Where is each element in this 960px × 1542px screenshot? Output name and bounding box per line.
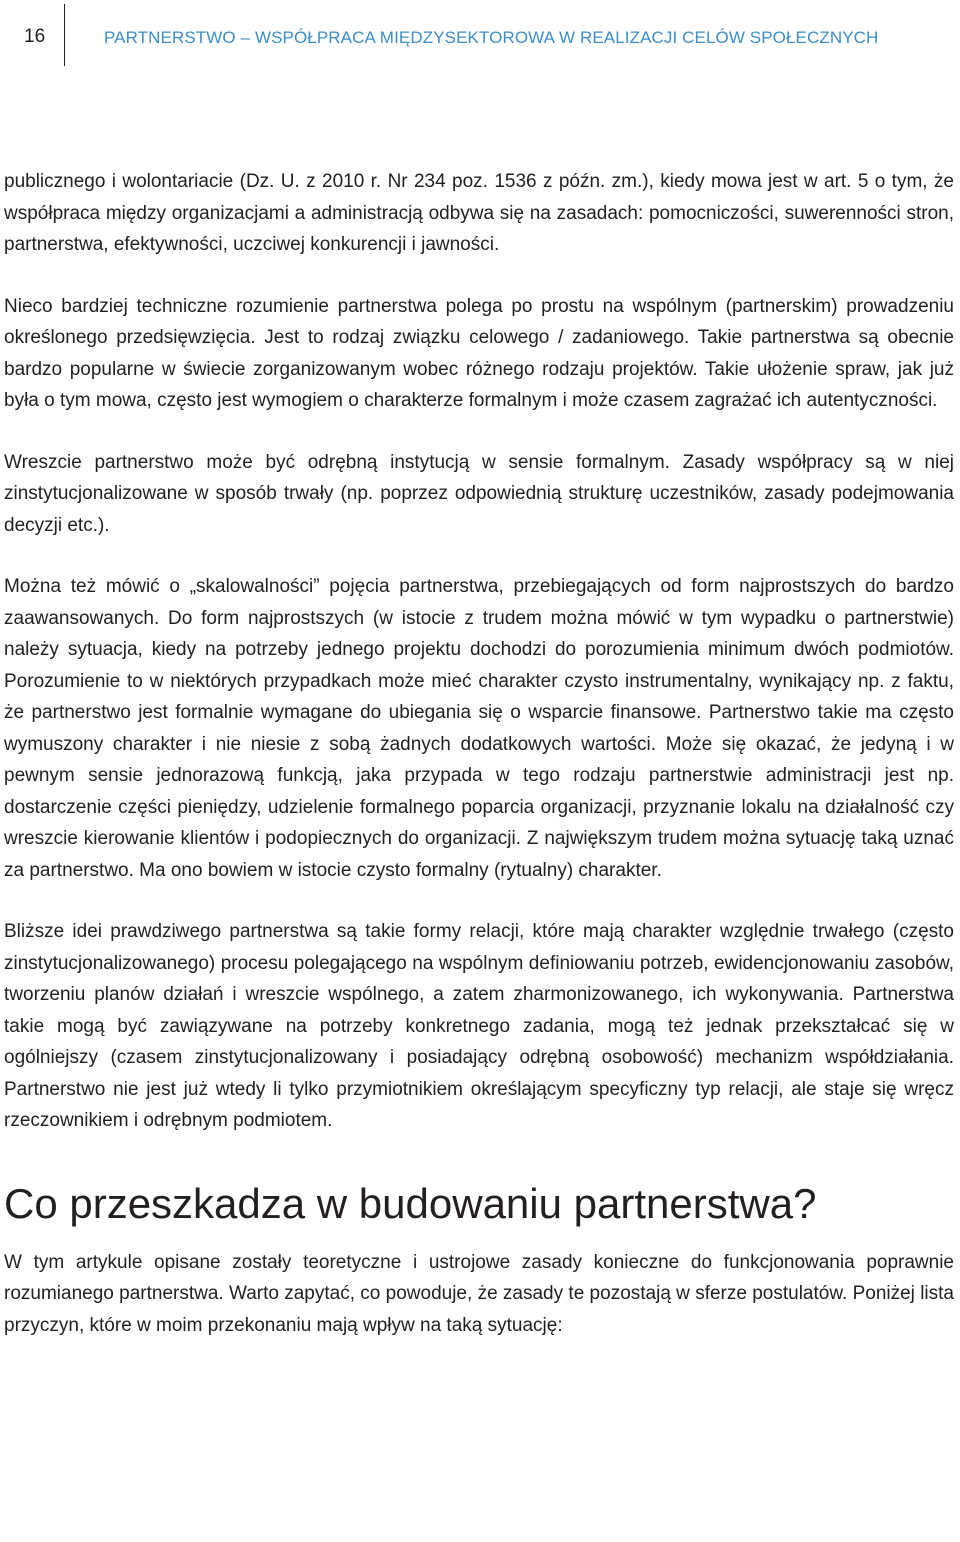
section-heading: Co przeszkadza w budowaniu partnerstwa? — [4, 1179, 817, 1227]
page-number: 16 — [24, 26, 46, 47]
paragraph-1: publicznego i wolontariacie (Dz. U. z 2010 r. Nr 234 poz. 1536 z późn. zm.), kiedy mowa jest w art. 5 o tym, że współpraca między organizacjami a administracją odbywa się na zasadach: pomocniczości, suwerenności stron, partnerstwa, efektywności, uczciwej konkurencji i jawności. — [4, 171, 954, 255]
paragraph-6: W tym artykule opisane zostały teoretyczne i ustrojowe zasady konieczne do funkcjonowania poprawnie rozumianego partnerstwa. Warto zapytać, co powoduje, że zasady te pozostają w sferze postulatów. Poniżej lista przyczyn, które w moim przekonaniu mają wpływ na taką sytuację: — [4, 1251, 954, 1336]
paragraph-2: Nieco bardziej techniczne rozumienie partnerstwa polega po prostu na wspólnym (partnerskim) prowadzeniu określonego przedsięwzięcia. Jest to rodzaj związku celowego / zadaniowego. Takie partnerstwa są obecnie bardzo popularne w świecie zorganizowanym wobec różnego rodzaju projektów. Takie ułożenie spraw, jak już była o tym mowa, często jest wymogiem o charakterze formalnym i może czasem zagrażać ich autentyczności. — [4, 295, 954, 411]
running-title: PARTNERSTWO – WSPÓŁPRACA MIĘDZYSEKTOROWA W REALIZACJI CELÓW SPOŁECZNYCH — [104, 28, 879, 47]
paragraph-5: Bliższe idei prawdziwego partnerstwa są takie formy relacji, które mają charakter względnie trwałego (często zinstytucjonalizowanego) procesu polegającego na wspólnym definiowaniu potrzeb, ewidencjonowaniu zasobów, tworzeniu planów działań i wreszcie wspólnego, a zatem zharmonizowanego, ich wykonywania. Partnerstwa takie mogą być zawiązywane na potrzeby konkretnego zadania, mogą też jednak przekształcać się w ogólniejszy (czasem zinstytucjonalizowany i posiadający odrębną osobowość) mechanizm współdziałania. Partnerstwo nie jest już wtedy li tylko przymiotnikiem określającym specyficzny typ relacji, ale staje się wręcz rzeczownikiem i odrębnym podmiotem. — [4, 921, 954, 1131]
page-header — [0, 0, 960, 70]
header-divider — [64, 4, 65, 66]
article-body — [4, 166, 954, 1341]
paragraph-4: Można też mówić o „skalowalności” pojęcia partnerstwa, przebiegających od form najprostszych do bardzo zaawansowanych. Do form najprostszych (w istocie z trudem można mówić w tym wypadku o partnerstwie) należy sytuacja, kiedy na potrzeby jednego projektu dochodzi do porozumienia minimum dwóch podmiotów. Porozumienie to w niektórych przypadkach może mieć charakter czysto instrumentalny, wynikający np. z faktu, że partnerstwo jest formalnie wymagane do ubiegania się o wsparcie finansowe. Partnerstwo takie ma często wymuszony charakter i nie niesie z sobą żadnych dodatkowych wartości. Może się okazać, że jedyną i w pewnym sensie jednorazową funkcją, jaka przypada w tego rodzaju partnerstwie administracji jest np. dostarczenie części pieniędzy, udzielenie formalnego poparcia organizacji, przyznanie lokalu na działalność czy wreszcie kierowanie klientów i podopiecznych do organizacji. Z największym trudem można sytuację taką uznać za partnerstwo. Ma ono bowiem w istocie czysto formalny (rytualny) charakter. — [4, 576, 954, 881]
paragraph-3: Wreszcie partnerstwo może być odrębną instytucją w sensie formalnym. Zasady współpracy są w niej zinstytucjonalizowane w sposób trwały (np. poprzez odpowiednią strukturę uczestników, zasady podejmowania decyzji etc.). — [4, 451, 954, 536]
